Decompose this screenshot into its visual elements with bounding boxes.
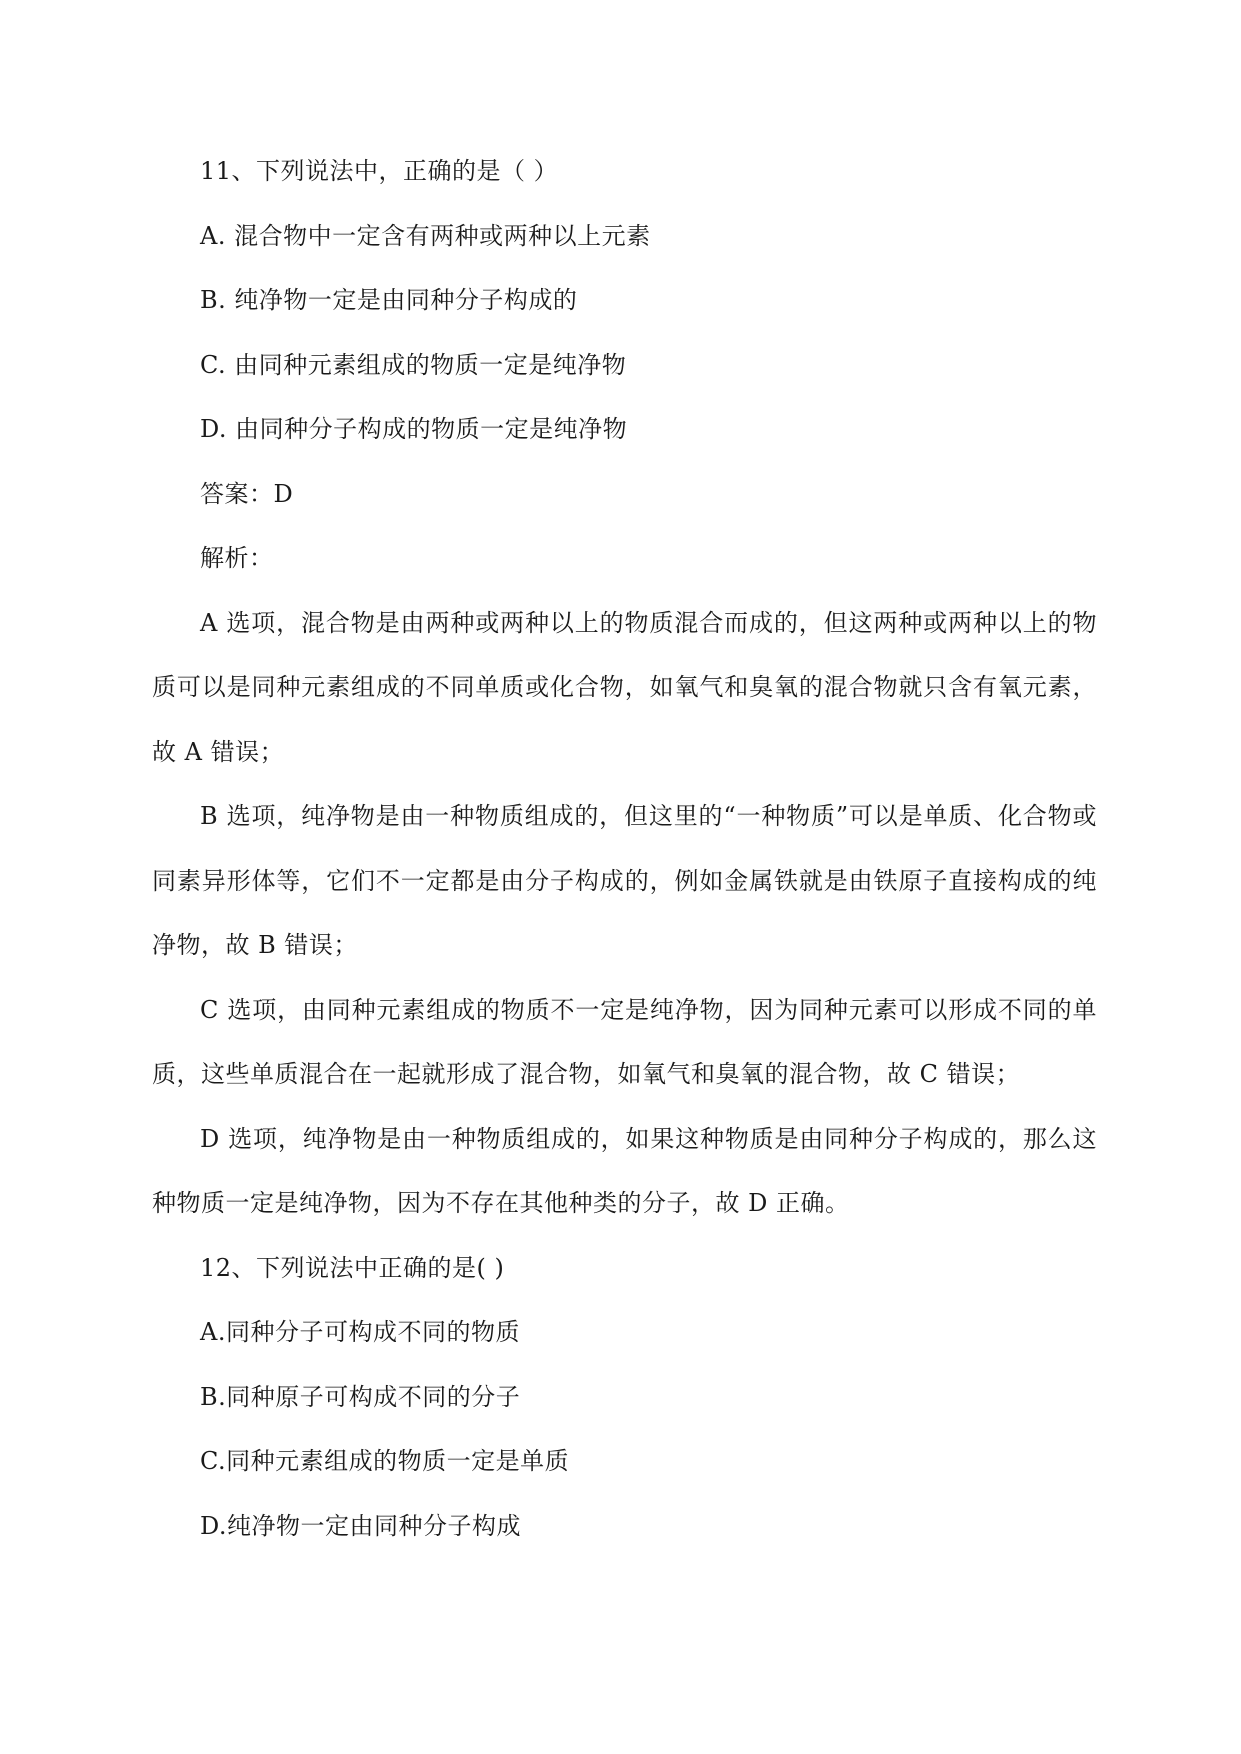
question-12-stem: 12、下列说法中正确的是( ) [200, 1253, 505, 1282]
question-11-option-a: A. 混合物中一定含有两种或两种以上元素 [200, 221, 651, 250]
document-content [152, 139, 1097, 1558]
question-11-option-d: D. 由同种分子构成的物质一定是纯净物 [200, 415, 628, 443]
question-11-stem: 11、下列说法中，正确的是（ ） [200, 157, 559, 185]
question-11-answer: 答案：D [200, 479, 294, 508]
question-12-option-a: A.同种分子可构成不同的物质 [200, 1318, 520, 1346]
question-11-analysis-b: B 选项，纯净物是由一种物质组成的，但这里的“一种物质”可以是单质、化合物或同素异形体等，它们不一定都是由分子构成的，例如金属铁就是由铁原子直接构成的纯净物，故 B 错误； [152, 802, 1097, 959]
question-11-option-b: B. 纯净物一定是由同种分子构成的 [200, 286, 578, 314]
question-11-analysis-d: D 选项，纯净物是由一种物质组成的，如果这种物质是由同种分子构成的，那么这种物质一定是纯净物，因为不存在其他种类的分子，故 D 正确。 [152, 1124, 1097, 1217]
question-12-option-d: D.纯净物一定由同种分子构成 [200, 1511, 522, 1540]
question-11-analysis-a: A 选项，混合物是由两种或两种以上的物质混合而成的，但这两种或两种以上的物质可以是同种元素组成的不同单质或化合物，如氧气和臭氧的混合物就只含有氧元素，故 A 错误； [152, 608, 1097, 766]
question-11-analysis-label: 解析： [200, 544, 274, 572]
question-12-option-b: B.同种原子可构成不同的分子 [200, 1382, 521, 1411]
question-11-analysis-c: C 选项，由同种元素组成的物质不一定是纯净物，因为同种元素可以形成不同的单质，这些单质混合在一起就形成了混合物，如氧气和臭氧的混合物，故 C 错误； [152, 995, 1097, 1088]
question-11-option-c: C. 由同种元素组成的物质一定是纯净物 [200, 350, 627, 379]
question-12-option-c: C.同种元素组成的物质一定是单质 [200, 1447, 570, 1475]
